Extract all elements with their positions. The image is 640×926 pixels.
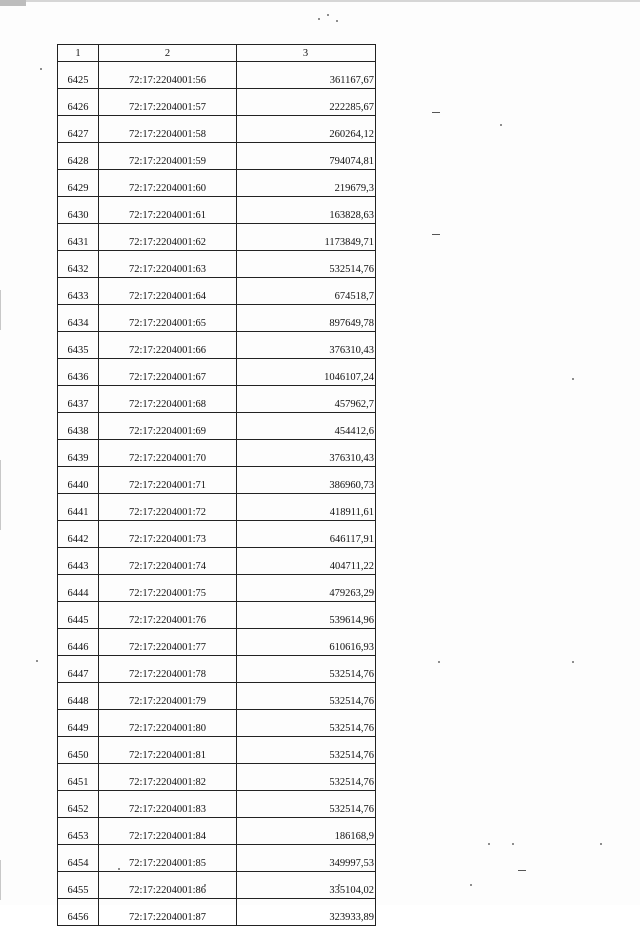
row-number-cell: 6453 bbox=[58, 818, 99, 845]
cadastral-number-cell: 72:17:2204001:73 bbox=[99, 521, 237, 548]
cadastral-number-cell: 72:17:2204001:59 bbox=[99, 143, 237, 170]
value-cell: 163828,63 bbox=[237, 197, 376, 224]
table-row bbox=[58, 440, 376, 467]
value-cell: 532514,76 bbox=[237, 791, 376, 818]
table-row bbox=[58, 116, 376, 143]
cadastral-number-cell: 72:17:2204001:86 bbox=[99, 872, 237, 899]
cadastral-number-cell: 72:17:2204001:79 bbox=[99, 683, 237, 710]
cadastral-number-cell: 72:17:2204001:61 bbox=[99, 197, 237, 224]
row-number-cell: 6455 bbox=[58, 872, 99, 899]
value-cell: 479263,29 bbox=[237, 575, 376, 602]
row-number-cell: 6426 bbox=[58, 89, 99, 116]
scan-artifact-line bbox=[0, 290, 1, 330]
cadastral-number-cell: 72:17:2204001:75 bbox=[99, 575, 237, 602]
cadastral-number-cell: 72:17:2204001:74 bbox=[99, 548, 237, 575]
table-row bbox=[58, 89, 376, 116]
value-cell: 539614,96 bbox=[237, 602, 376, 629]
value-cell: 532514,76 bbox=[237, 710, 376, 737]
value-cell: 532514,76 bbox=[237, 656, 376, 683]
value-cell: 323933,89 bbox=[237, 899, 376, 926]
cadastral-table bbox=[57, 44, 376, 926]
cadastral-number-cell: 72:17:2204001:84 bbox=[99, 818, 237, 845]
scan-speck bbox=[40, 68, 42, 70]
row-number-cell: 6447 bbox=[58, 656, 99, 683]
row-number-cell: 6452 bbox=[58, 791, 99, 818]
cadastral-number-cell: 72:17:2204001:87 bbox=[99, 899, 237, 926]
table-row bbox=[58, 521, 376, 548]
table-row bbox=[58, 548, 376, 575]
cadastral-number-cell: 72:17:2204001:77 bbox=[99, 629, 237, 656]
row-number-cell: 6437 bbox=[58, 386, 99, 413]
cadastral-number-cell: 72:17:2204001:57 bbox=[99, 89, 237, 116]
table-row bbox=[58, 845, 376, 872]
page-top-edge bbox=[0, 0, 640, 2]
value-cell: 222285,67 bbox=[237, 89, 376, 116]
table-row bbox=[58, 467, 376, 494]
value-cell: 376310,43 bbox=[237, 332, 376, 359]
scan-speck bbox=[512, 843, 514, 845]
scan-speck bbox=[327, 14, 329, 16]
value-cell: 219679,3 bbox=[237, 170, 376, 197]
row-number-cell: 6431 bbox=[58, 224, 99, 251]
row-number-cell: 6448 bbox=[58, 683, 99, 710]
value-cell: 418911,61 bbox=[237, 494, 376, 521]
column-header-2: 2 bbox=[99, 45, 237, 62]
row-number-cell: 6451 bbox=[58, 764, 99, 791]
row-number-cell: 6444 bbox=[58, 575, 99, 602]
value-cell: 361167,67 bbox=[237, 62, 376, 89]
cadastral-number-cell: 72:17:2204001:62 bbox=[99, 224, 237, 251]
cadastral-number-cell: 72:17:2204001:63 bbox=[99, 251, 237, 278]
row-number-cell: 6425 bbox=[58, 62, 99, 89]
table-row bbox=[58, 305, 376, 332]
scan-artifact-line bbox=[0, 860, 1, 900]
table-row bbox=[58, 737, 376, 764]
scan-dash-mark bbox=[518, 870, 526, 871]
table-header-row bbox=[58, 45, 376, 62]
row-number-cell: 6456 bbox=[58, 899, 99, 926]
table-row bbox=[58, 683, 376, 710]
value-cell: 674518,7 bbox=[237, 278, 376, 305]
cadastral-number-cell: 72:17:2204001:66 bbox=[99, 332, 237, 359]
table-row bbox=[58, 764, 376, 791]
scan-speck bbox=[36, 660, 38, 662]
table-row bbox=[58, 575, 376, 602]
table-row bbox=[58, 899, 376, 926]
table-row bbox=[58, 332, 376, 359]
value-cell: 335104,02 bbox=[237, 872, 376, 899]
row-number-cell: 6443 bbox=[58, 548, 99, 575]
table-row bbox=[58, 251, 376, 278]
scan-speck bbox=[318, 18, 320, 20]
row-number-cell: 6435 bbox=[58, 332, 99, 359]
row-number-cell: 6436 bbox=[58, 359, 99, 386]
cadastral-number-cell: 72:17:2204001:64 bbox=[99, 278, 237, 305]
row-number-cell: 6445 bbox=[58, 602, 99, 629]
value-cell: 386960,73 bbox=[237, 467, 376, 494]
table-row bbox=[58, 791, 376, 818]
cadastral-number-cell: 72:17:2204001:56 bbox=[99, 62, 237, 89]
row-number-cell: 6441 bbox=[58, 494, 99, 521]
table-row bbox=[58, 197, 376, 224]
value-cell: 532514,76 bbox=[237, 764, 376, 791]
value-cell: 1173849,71 bbox=[237, 224, 376, 251]
value-cell: 1046107,24 bbox=[237, 359, 376, 386]
column-header-3: 3 bbox=[237, 45, 376, 62]
row-number-cell: 6428 bbox=[58, 143, 99, 170]
table-row bbox=[58, 872, 376, 899]
row-number-cell: 6432 bbox=[58, 251, 99, 278]
column-header-1: 1 bbox=[58, 45, 99, 62]
value-cell: 186168,9 bbox=[237, 818, 376, 845]
row-number-cell: 6450 bbox=[58, 737, 99, 764]
value-cell: 532514,76 bbox=[237, 683, 376, 710]
cadastral-number-cell: 72:17:2204001:68 bbox=[99, 386, 237, 413]
cadastral-number-cell: 72:17:2204001:60 bbox=[99, 170, 237, 197]
table-row bbox=[58, 170, 376, 197]
scan-speck bbox=[600, 843, 602, 845]
cadastral-number-cell: 72:17:2204001:72 bbox=[99, 494, 237, 521]
row-number-cell: 6429 bbox=[58, 170, 99, 197]
row-number-cell: 6454 bbox=[58, 845, 99, 872]
table-row bbox=[58, 629, 376, 656]
cadastral-number-cell: 72:17:2204001:80 bbox=[99, 710, 237, 737]
cadastral-number-cell: 72:17:2204001:67 bbox=[99, 359, 237, 386]
value-cell: 376310,43 bbox=[237, 440, 376, 467]
value-cell: 897649,78 bbox=[237, 305, 376, 332]
scan-speck bbox=[336, 20, 338, 22]
value-cell: 349997,53 bbox=[237, 845, 376, 872]
table-row bbox=[58, 386, 376, 413]
value-cell: 646117,91 bbox=[237, 521, 376, 548]
row-number-cell: 6446 bbox=[58, 629, 99, 656]
cadastral-number-cell: 72:17:2204001:83 bbox=[99, 791, 237, 818]
table-row bbox=[58, 656, 376, 683]
row-number-cell: 6430 bbox=[58, 197, 99, 224]
row-number-cell: 6438 bbox=[58, 413, 99, 440]
value-cell: 404711,22 bbox=[237, 548, 376, 575]
table-row bbox=[58, 278, 376, 305]
value-cell: 457962,7 bbox=[237, 386, 376, 413]
cadastral-number-cell: 72:17:2204001:82 bbox=[99, 764, 237, 791]
scan-speck bbox=[470, 884, 472, 886]
row-number-cell: 6439 bbox=[58, 440, 99, 467]
table-row bbox=[58, 818, 376, 845]
cadastral-number-cell: 72:17:2204001:85 bbox=[99, 845, 237, 872]
table-row bbox=[58, 143, 376, 170]
value-cell: 454412,6 bbox=[237, 413, 376, 440]
row-number-cell: 6434 bbox=[58, 305, 99, 332]
cadastral-number-cell: 72:17:2204001:70 bbox=[99, 440, 237, 467]
row-number-cell: 6449 bbox=[58, 710, 99, 737]
table-row bbox=[58, 224, 376, 251]
scan-speck bbox=[572, 661, 574, 663]
table-row bbox=[58, 602, 376, 629]
table-row bbox=[58, 494, 376, 521]
value-cell: 260264,12 bbox=[237, 116, 376, 143]
row-number-cell: 6440 bbox=[58, 467, 99, 494]
table-row bbox=[58, 62, 376, 89]
cadastral-number-cell: 72:17:2204001:81 bbox=[99, 737, 237, 764]
table-row bbox=[58, 359, 376, 386]
cadastral-number-cell: 72:17:2204001:69 bbox=[99, 413, 237, 440]
table-row bbox=[58, 413, 376, 440]
row-number-cell: 6427 bbox=[58, 116, 99, 143]
table-row bbox=[58, 710, 376, 737]
scan-speck bbox=[572, 378, 574, 380]
row-number-cell: 6442 bbox=[58, 521, 99, 548]
cadastral-number-cell: 72:17:2204001:76 bbox=[99, 602, 237, 629]
value-cell: 532514,76 bbox=[237, 737, 376, 764]
scan-speck bbox=[500, 124, 502, 126]
scan-speck bbox=[438, 661, 440, 663]
cadastral-number-cell: 72:17:2204001:78 bbox=[99, 656, 237, 683]
value-cell: 794074,81 bbox=[237, 143, 376, 170]
scan-dash-mark bbox=[432, 234, 440, 235]
cadastral-number-cell: 72:17:2204001:71 bbox=[99, 467, 237, 494]
value-cell: 610616,93 bbox=[237, 629, 376, 656]
row-number-cell: 6433 bbox=[58, 278, 99, 305]
scan-artifact-line bbox=[0, 460, 1, 530]
scan-corner-mark bbox=[0, 0, 26, 6]
cadastral-number-cell: 72:17:2204001:58 bbox=[99, 116, 237, 143]
value-cell: 532514,76 bbox=[237, 251, 376, 278]
scan-speck bbox=[488, 843, 490, 845]
cadastral-number-cell: 72:17:2204001:65 bbox=[99, 305, 237, 332]
scan-dash-mark bbox=[432, 112, 440, 113]
